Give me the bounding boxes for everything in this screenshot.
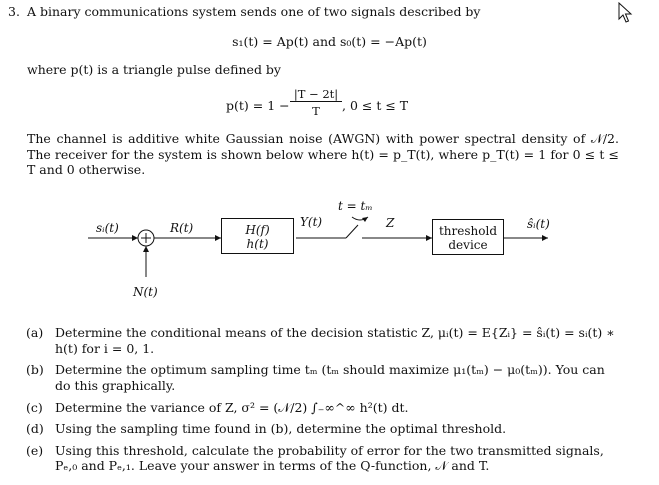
question-parts [26, 325, 620, 480]
part-c [26, 400, 620, 416]
part-text: Determine the optimum sampling time tₘ (tₘ should maximize μ₁(tₘ) − μ₀(tₘ)). You can do this graphically. [55, 362, 605, 393]
channel-paragraph: The channel is additive white Gaussian noise (AWGN) with power spectral density of 𝒩/2. The receiver for the system is shown below where h(t) = p_T(t), where p_T(t) = 1 for 0 ≤ t ≤ T and 0 otherwise. [27, 131, 619, 178]
threshold-line1: threshold [438, 224, 498, 238]
part-label: (a) [26, 325, 44, 340]
part-a [26, 325, 620, 356]
part-text: Determine the conditional means of the decision statistic Z, μᵢ(t) = E{Zᵢ} = ŝᵢ(t) = sᵢ(t) ∗ h(t) for i = 0, 1. [55, 325, 615, 356]
input-label: sᵢ(t) [96, 221, 119, 235]
problem-number: 3. [8, 4, 20, 19]
problem-intro: A binary communications system sends one of two signals described by [27, 4, 481, 19]
part-text: Determine the variance of Z, σ² = (𝒩/2) ∫₋∞^∞ h²(t) dt. [55, 399, 409, 415]
noise-label: N(t) [133, 285, 158, 299]
threshold-line2: device [448, 238, 488, 252]
filter-output-label: Y(t) [300, 215, 323, 229]
decision-z-label: Z [386, 216, 395, 230]
sampling-label: t = tₘ [338, 199, 373, 213]
part-label: (d) [26, 421, 44, 437]
part-b [26, 362, 620, 393]
part-text: Using this threshold, calculate the probability of error for the two transmitted signals, Pₑ,₀ and Pₑ,₁. Leave your answer in terms of the Q-function, 𝒩 and T. [55, 442, 604, 474]
receiver-diagram [0, 195, 659, 305]
pulse-range: , 0 ≤ t ≤ T [342, 98, 409, 113]
part-label: (b) [26, 362, 44, 378]
output-label: ŝᵢ(t) [527, 217, 550, 231]
filter-impulse: h(t) [246, 237, 269, 251]
part-text: Using the sampling time found in (b), determine the optimal threshold. [55, 421, 507, 437]
signal-equation: s₁(t) = Ap(t) and s₀(t) = −Ap(t) [232, 34, 427, 49]
filter-block [221, 218, 294, 254]
threshold-block [432, 219, 504, 255]
pulse-lhs: p(t) = 1 − [226, 98, 290, 113]
where-text: where p(t) is a triangle pulse defined by [27, 62, 281, 77]
diagram-lines [0, 195, 659, 305]
part-e [26, 443, 620, 474]
part-d [26, 421, 620, 437]
pulse-denominator: T [312, 104, 320, 118]
received-label: R(t) [170, 221, 194, 235]
part-label: (e) [26, 442, 44, 458]
pulse-numerator: |T − 2t| [290, 87, 342, 102]
mouse-pointer-icon [618, 2, 634, 24]
filter-freq: H(f) [245, 223, 270, 237]
part-label: (c) [26, 399, 43, 415]
